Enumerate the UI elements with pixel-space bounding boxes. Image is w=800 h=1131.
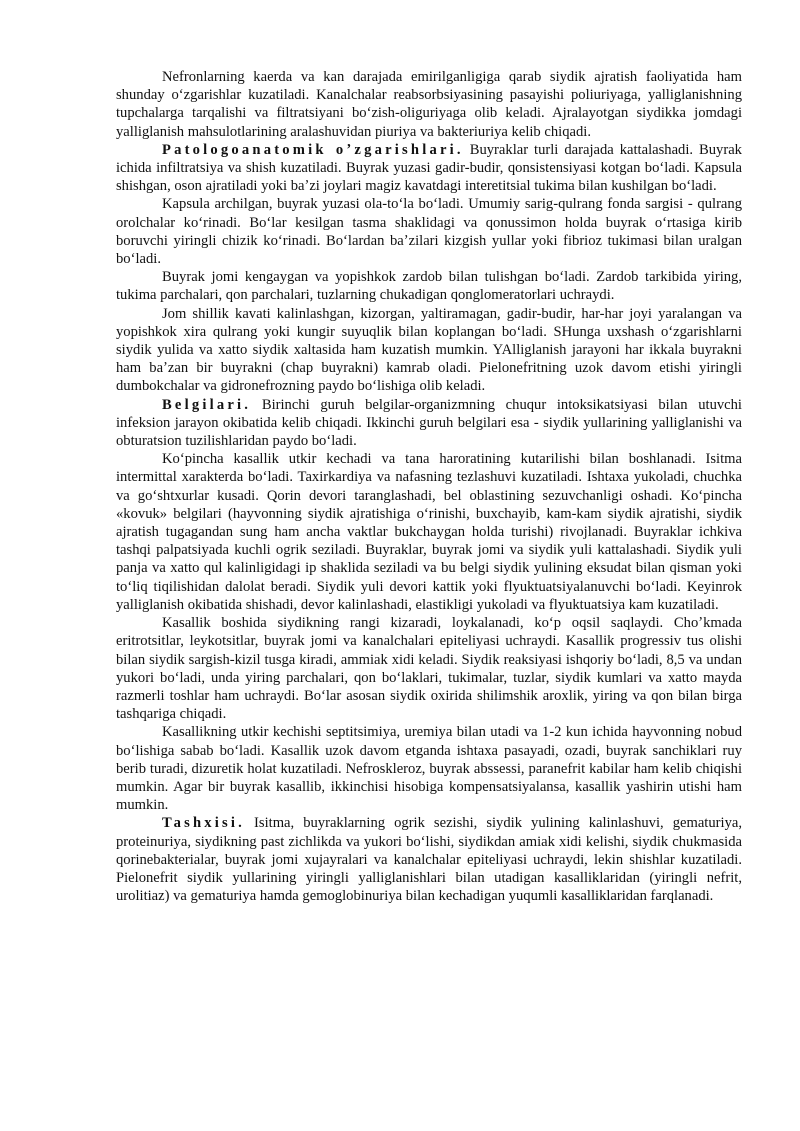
paragraph-1 — [116, 68, 742, 141]
paragraph-2 — [116, 141, 742, 196]
paragraph-5-text: Jom shillik kavati kalinlashgan, kizorgan, yaltiramagan, gadir-budir, har-har joyi yaralangan va yopishkok xira qulrang yoki kungir suyuqlik bilan koplangan boʻladi. SHunga uxshash oʻzgarishlarni siydik yulida va xatto siydik xaltasida ham kuzatish mumkin. YAlliglanish jarayoni har ikkala buyrakni ham baʼzan bir buyrakni (chap buyrakni) kamrab oladi. Pielonefritning uzok davom etishi yiringli dumbokchalar va gidronefrozning paydo boʻlishiga olib keladi. — [116, 305, 742, 395]
paragraph-10 — [116, 814, 742, 905]
paragraph-6-text: Birinchi guruh belgilar-organizmning chuqur intoksikatsiyasi bilan utuvchi infeksion jarayon okibatida kelib chiqadi. Ikkinchi guruh belgilari esa - siydik yullarining yalliglanishi va obturatsion tuzilishlaridan paydo boʻladi. — [116, 396, 742, 450]
paragraph-6 — [116, 396, 742, 451]
document-page — [116, 68, 742, 905]
paragraph-9-text: Kasallikning utkir kechishi septitsimiya, uremiya bilan utadi va 1-2 kun ichida hayvonning nobud boʻlishiga sabab boʻladi. Kasallik uzok davom etganda ishtaxa pasayadi, ozadi, buyrak sanchiklari ruy berib turadi, dizuretik holat kuzatiladi. Nefroskleroz, buyrak abssessi, paranefrit kabilar ham kelib chiqishi mumkin. Agar bir buyrak kasallib, ikkinchisi hisobiga kompensatsiyalansa, kasallik yashirin utishi ham mumkin. — [116, 724, 742, 814]
paragraph-10-text: Isitma, buyraklarning ogrik sezishi, siydik yulining kalinlashuvi, gematuriya, proteinuriya, siydikning past zichlikda va yukori boʻlishi, siydikdan amiak xidi kelishi, siydik chukmasida qorinebakterialar, buyrak jomi xujayralari va kanalchalar epiteliyasi uchraydi, lekin shishlar kuzatiladi. Pielonefrit siydik yullarining yiringli yalliglanishlari bilan utadigan kasalliklaridan (yiringli nefrit, urolitiaz) va gematuriya hamda gemoglobinuriya bilan kechadigan yuqumli kasalliklaridan farqlanadi. — [116, 815, 742, 905]
paragraph-9 — [116, 723, 742, 814]
section-heading-diagnosis: Tashxisi. — [162, 815, 246, 832]
paragraph-4 — [116, 268, 742, 304]
paragraph-8 — [116, 614, 742, 723]
paragraph-2-text: Buyraklar turli darajada kattalashadi. Buyrak ichida infiltratsiya va shish kuzatiladi. Buyrak yuzasi gadir-budir, qonsistensiyasi kotgan boʻladi. Kapsula shishgan, oson ajratiladi yoki baʼzi joylari magiz kavatdagi interetitsial tukima bilan kushilgan boʻladi. — [116, 141, 742, 195]
paragraph-1-text: Nefronlarning kaerda va kan darajada emirilganligiga qarab siydik ajratish faoliyatida ham shunday oʻzgarishlar kuzatiladi. Kanalchalar reabsorbsiyasining pasayishi poliuriyaga, yalliglanishning tupchalarga tarqalishi va filtratsiyani boʻzish-oliguriyaga olib keladi. Ajralayotgan siydikka jomdagi yalliglanish mahsulotlarining aralashuvidan piuriya va bakteriuriya kelib chiqadi. — [116, 69, 742, 140]
paragraph-4-text: Buyrak jomi kengaygan va yopishkok zardob bilan tulishgan boʻladi. Zardob tarkibida yiring, tukima parchalari, qon parchalari, tuzlarning chukadigan qonglomeratorlari uchraydi. — [116, 269, 742, 304]
paragraph-3 — [116, 195, 742, 268]
paragraph-5 — [116, 305, 742, 396]
paragraph-3-text: Kapsula archilgan, buyrak yuzasi ola-toʻla boʻladi. Umumiy sarig-qulrang fonda sargisi - qulrang orolchalar koʻrinadi. Boʻlar kesilgan tasma shaklidagi va qonussimon holda buyrak oʻrtasiga kirib boruvchi yiringli chizik koʻrinadi. Boʻlardan baʼzilari kizgish yullar yoki fibrioz tukimasi bilan uralgan boʻladi. — [116, 196, 742, 268]
paragraph-7 — [116, 450, 742, 614]
paragraph-7-text: Koʻpincha kasallik utkir kechadi va tana haroratining kutarilishi bilan boshlanadi. Isitma intermittal xarakterda boʻladi. Taxirkardiya va nafasning tezlashuvi kuzatiladi. Ishtaxa yukoladi, chuchka va goʻshtxurlar kusadi. Qorin devori taranglashadi, bel oblastining sezuvchanligi oshadi. Koʻpincha «kovuk» belgilari (hayvonning siydik ajratishiga oʻrinishi, buxchayib, kam-kam siydik ajratishi, siydik ajratish tugagandan sung ham ancha vaktlar bukchaygan holda turishi) rivojlanadi. Buyraklar ichkiva tashqi palpatsiyada kuchli ogrik seziladi. Buyraklar, buyrak jomi va siydik yuli kattalashadi. Siydik yuli panja va xatto qul kalinligidagi ip shaklida seziladi va bu belgi siydik yulining eksudat bilan qisman yoki toʻliq tiqilishidan dalolat beradi. Siydik yuli devori kattik yoki flyuktuatsiyalanuvchi boʻladi. Keyinrok yalliglanish okibatida shishadi, devor kalinlashadi, elastikligi yukoladi va flyuktuatsiya kam kuzatiladi. — [116, 451, 742, 613]
paragraph-8-text: Kasallik boshida siydikning rangi kizaradi, loykalanadi, koʻp oqsil saqlaydi. Choʼkmada eritrotsitlar, leykotsitlar, buyrak jomi va kanalchalari epiteliyasi uchraydi. Kasallik progressiv tus olishi bilan siydik sargish-kizil tusga kiradi, ammiak xidi keladi. Siydik reaksiyasi ishqoriy boʻladi, 8,5 va undan yukori boʻladi, unda yiring parchalari, qon boʻlaklari, tukimalar, tuzlar, siydik kumlari va xatto mayda razmerli toshlar ham uchraydi. Boʻlar asosan siydik oxirida shilimshik aroxlik, yiring va qon bilan birga tashqariga chiqadi. — [116, 615, 742, 723]
section-heading-signs: Belgilari. — [162, 396, 252, 413]
section-heading-pathology: Patologoanatomik oʼzgarishlari. — [162, 141, 464, 158]
